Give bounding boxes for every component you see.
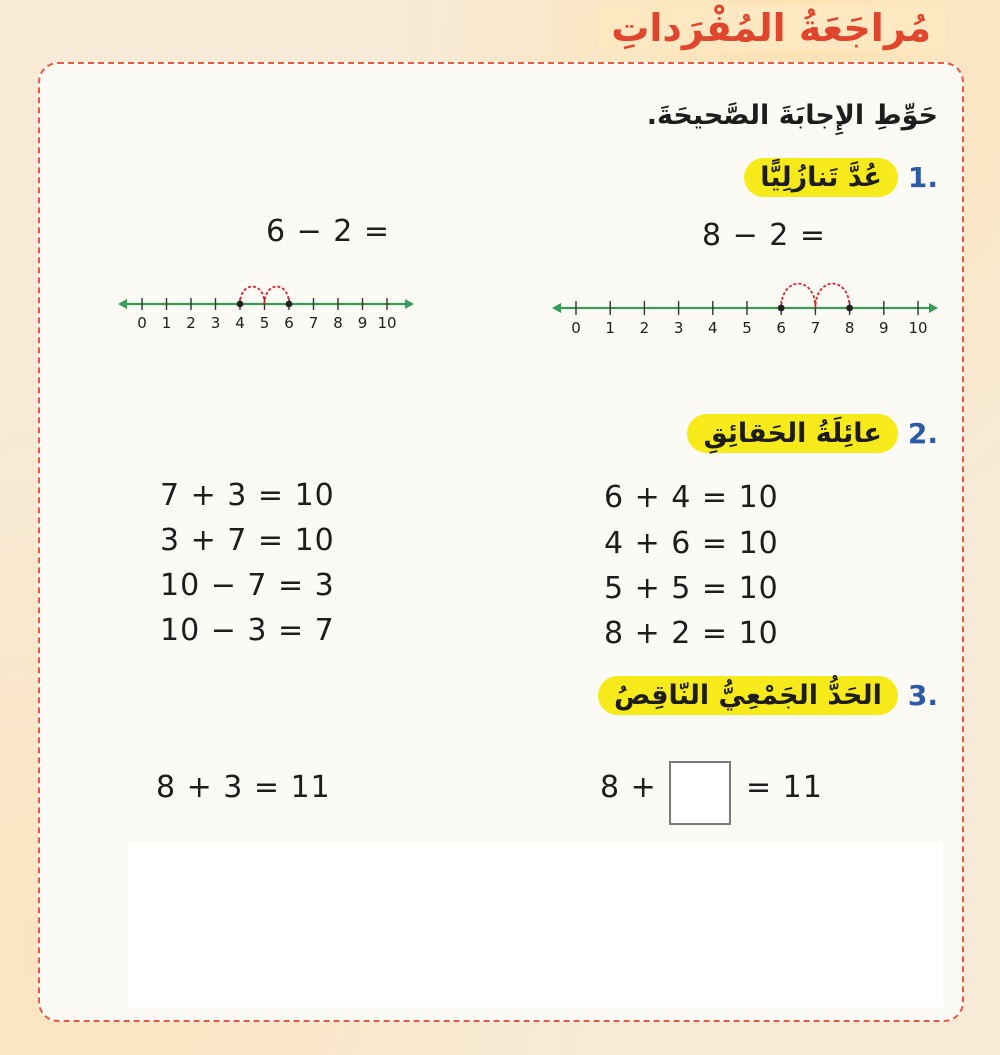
tick-label: 8 [844,319,855,337]
fact-right-4[interactable]: 8 + 2 = 10 [604,616,779,651]
arrow-left-icon [552,303,561,313]
tick-label: 0 [571,319,581,337]
tick-label: 3 [210,314,221,332]
tick-label: 10 [908,319,928,337]
tick-label: 2 [186,314,196,332]
tick-label: 4 [235,314,245,332]
tick-label: 3 [673,319,684,337]
tick-label: 6 [776,319,786,337]
missing-addend-right-end[interactable]: = 11 [746,770,823,805]
hop-arc [815,284,849,308]
number-line-right[interactable] [552,272,942,344]
page-title: مُراجَعَةُ المُفْرَداتِ [597,6,945,50]
tick-label: 0 [137,314,147,332]
tick-label: 5 [742,319,752,337]
question-1-header [744,158,938,197]
missing-addend-right-start[interactable]: 8 + [600,770,657,805]
missing-addend-left-equation[interactable]: 8 + 3 = 11 [156,770,331,805]
question-3-header [598,676,938,715]
hop-arc [265,287,290,304]
tick-label: 4 [708,319,718,337]
fact-right-1[interactable]: 6 + 4 = 10 [604,480,779,515]
tick-label: 5 [259,314,270,332]
tick-label: 1 [161,314,172,332]
question-1-term[interactable]: عُدَّ تَنازُلِيًّا [744,158,898,197]
hop-arc [781,284,815,308]
number-line-left[interactable] [118,268,418,340]
marked-point [778,305,785,312]
question-2-header [687,414,938,453]
tick-label: 7 [810,319,821,337]
tick-label: 10 [377,314,397,332]
option-right-equation[interactable]: 8 − 2 = [702,218,827,253]
fact-left-4[interactable]: 10 − 3 = 7 [160,613,335,648]
question-3-number: 3. [907,679,938,712]
tick-label: 6 [284,314,294,332]
fact-left-3[interactable]: 10 − 7 = 3 [160,568,335,603]
fact-left-2[interactable]: 3 + 7 = 10 [160,523,335,558]
fact-right-3[interactable]: 5 + 5 = 10 [604,571,779,606]
missing-addend-box[interactable] [669,761,731,825]
fact-right-2[interactable]: 4 + 6 = 10 [604,526,779,561]
marked-point [286,301,293,308]
marked-point [846,305,853,312]
tick-label: 9 [357,314,368,332]
option-left-equation[interactable]: 6 − 2 = [266,214,391,249]
arrow-left-icon [118,299,127,309]
instruction-text: حَوِّطِ الإِجابَةَ الصَّحيحَةَ. [646,100,938,131]
arrow-right-icon [405,299,414,309]
question-1-number: 1. [907,161,938,194]
arrow-right-icon [929,303,938,313]
tick-label: 7 [308,314,319,332]
fact-left-1[interactable]: 7 + 3 = 10 [160,478,335,513]
question-3-term[interactable]: الحَدُّ الجَمْعِيُّ النّاقِصُ [598,676,898,715]
hop-arc [240,287,265,304]
tick-label: 2 [639,319,650,337]
question-2-number: 2. [907,417,938,450]
tick-label: 8 [333,314,343,332]
tick-label: 9 [879,319,889,337]
marked-point [237,301,244,308]
tick-label: 1 [605,319,615,337]
blank-area [128,842,943,1007]
question-2-term[interactable]: عائِلَةُ الحَقائِقِ [687,414,897,453]
